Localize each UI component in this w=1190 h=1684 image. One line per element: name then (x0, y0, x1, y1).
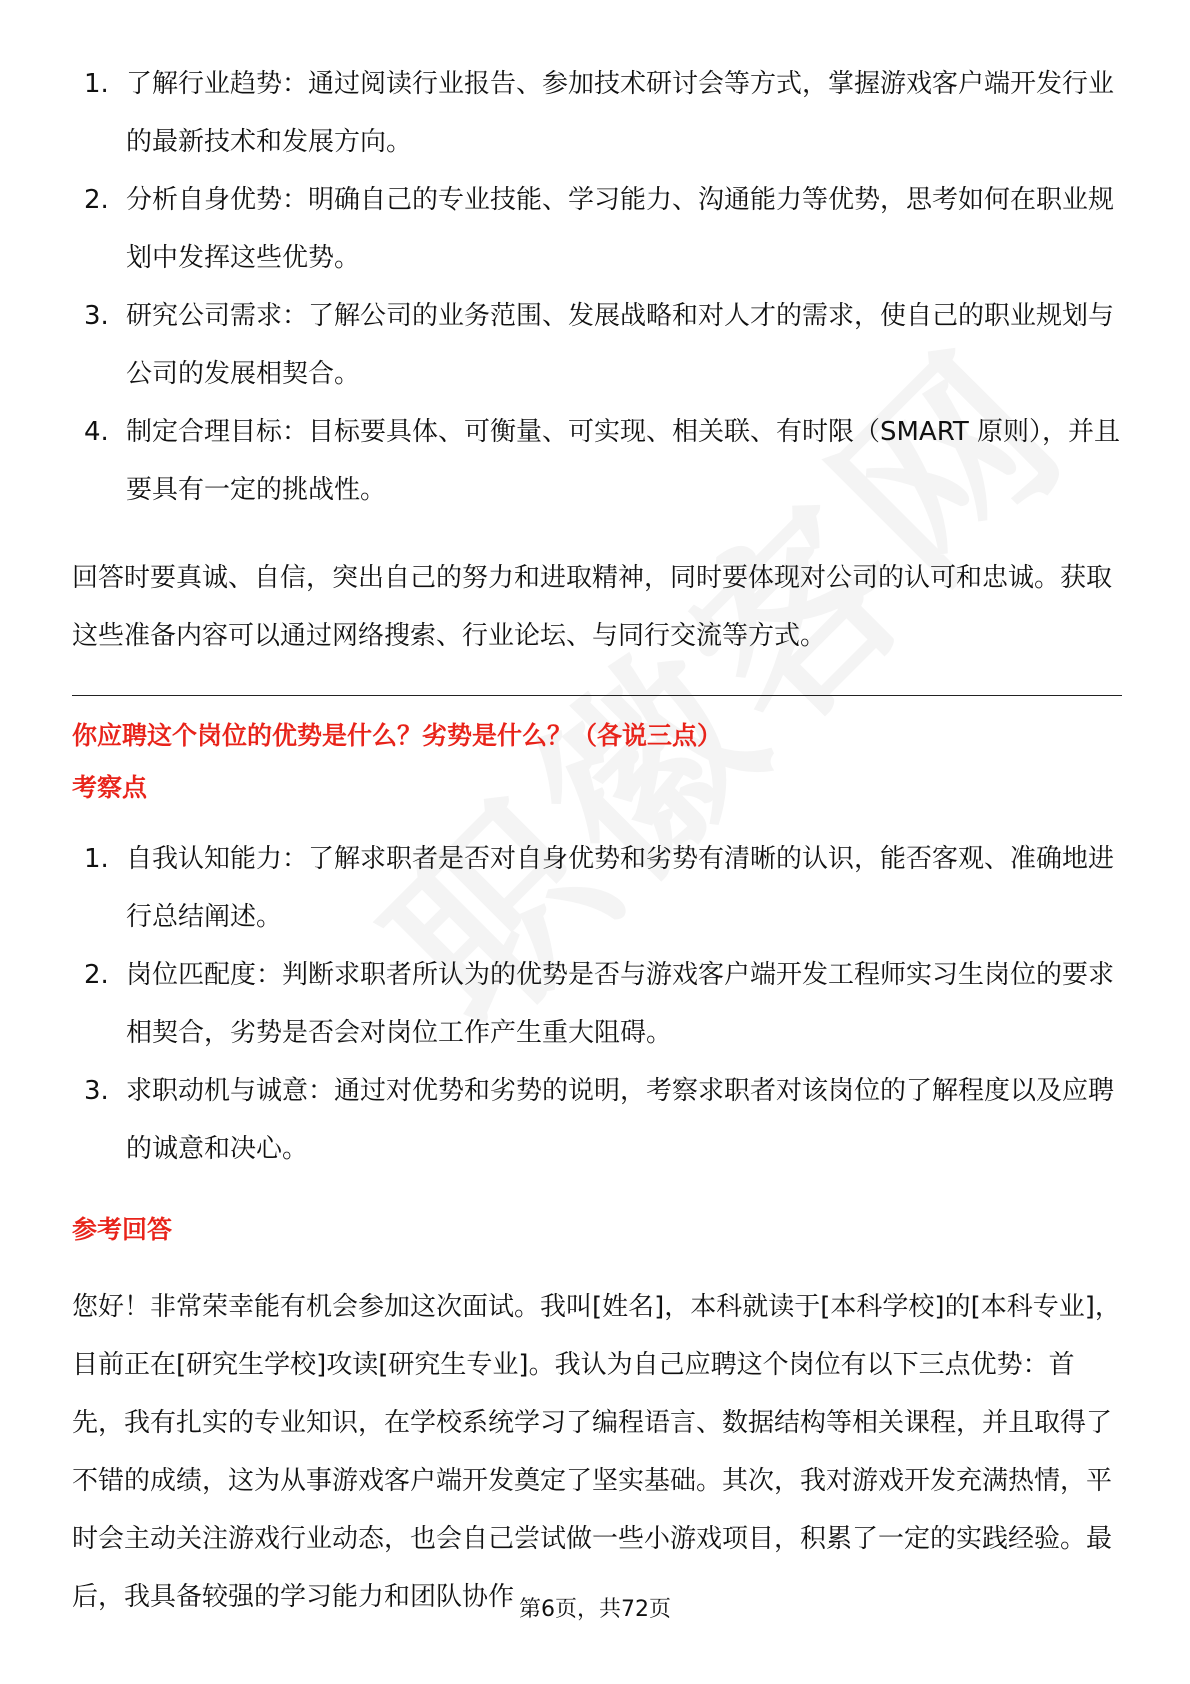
list-item (72, 171, 1122, 287)
focus-list (72, 830, 1122, 1178)
list-item (72, 403, 1122, 519)
list-number: 2. (84, 960, 109, 990)
list-text: 制定合理目标：目标要具体、可衡量、可实现、相关联、有时限（SMART 原则），并且要具有一定的挑战性。 (126, 417, 1121, 505)
list-item (72, 1062, 1122, 1178)
page-footer: 第6页，共72页 (519, 1597, 671, 1622)
summary-paragraph: 回答时要真诚、自信，突出自己的努力和进取精神，同时要体现对公司的认可和忠诚。获取这些准备内容可以通过网络搜索、行业论坛、与同行交流等方式。 (72, 563, 1113, 651)
list-number: 1. (84, 844, 109, 874)
answer-paragraph: 您好！非常荣幸能有机会参加这次面试。我叫[姓名]，本科就读于[本科学校]的[本科专业]，目前正在[研究生学校]攻读[研究生专业]。我认为自己应聘这个岗位有以下三点优势：首先，我有扎实的专业知识，在学校系统学习了编程语言、数据结构等相关课程，并且取得了不错的成绩，这为从事游戏客户端开发奠定了坚实基础。其次，我对游戏开发充满热情，平时会主动关注游戏行业动态，也会自己尝试做一些小游戏项目，积累了一定的实践经验。最后，我具备较强的学习能力和团队协作 (72, 1292, 1121, 1612)
list-item (72, 287, 1122, 403)
list-text: 求职动机与诚意：通过对优势和劣势的说明，考察求职者对该岗位的了解程度以及应聘的诚意和决心。 (126, 1076, 1115, 1164)
focus-heading: 考察点 (72, 773, 148, 802)
reference-answer-heading: 参考回答 (72, 1215, 173, 1244)
list-text: 分析自身优势：明确自己的专业技能、学习能力、沟通能力等优势，思考如何在职业规划中发挥这些优势。 (126, 185, 1115, 273)
list-text: 研究公司需求：了解公司的业务范围、发展战略和对人才的需求，使自己的职业规划与公司的发展相契合。 (126, 301, 1115, 389)
list-number: 4. (84, 417, 109, 447)
list-text: 了解行业趋势：通过阅读行业报告、参加技术研讨会等方式，掌握游戏客户端开发行业的最新技术和发展方向。 (126, 69, 1115, 157)
list-number: 2. (84, 185, 109, 215)
list-text: 自我认知能力：了解求职者是否对自身优势和劣势有清晰的认识，能否客观、准确地进行总结阐述。 (126, 844, 1115, 932)
list-text: 岗位匹配度：判断求职者所认为的优势是否与游戏客户端开发工程师实习生岗位的要求相契合，劣势是否会对岗位工作产生重大阻碍。 (126, 960, 1115, 1048)
question-title: 你应聘这个岗位的优势是什么？劣势是什么？（各说三点） (72, 721, 723, 750)
list-number: 1. (84, 69, 109, 99)
list-item (72, 830, 1122, 946)
list-number: 3. (84, 1076, 109, 1106)
list-item (72, 55, 1122, 171)
list-number: 3. (84, 301, 109, 331)
prep-list (72, 55, 1122, 519)
section-divider (72, 695, 1122, 696)
list-item (72, 946, 1122, 1062)
page-content (72, 55, 1122, 1626)
